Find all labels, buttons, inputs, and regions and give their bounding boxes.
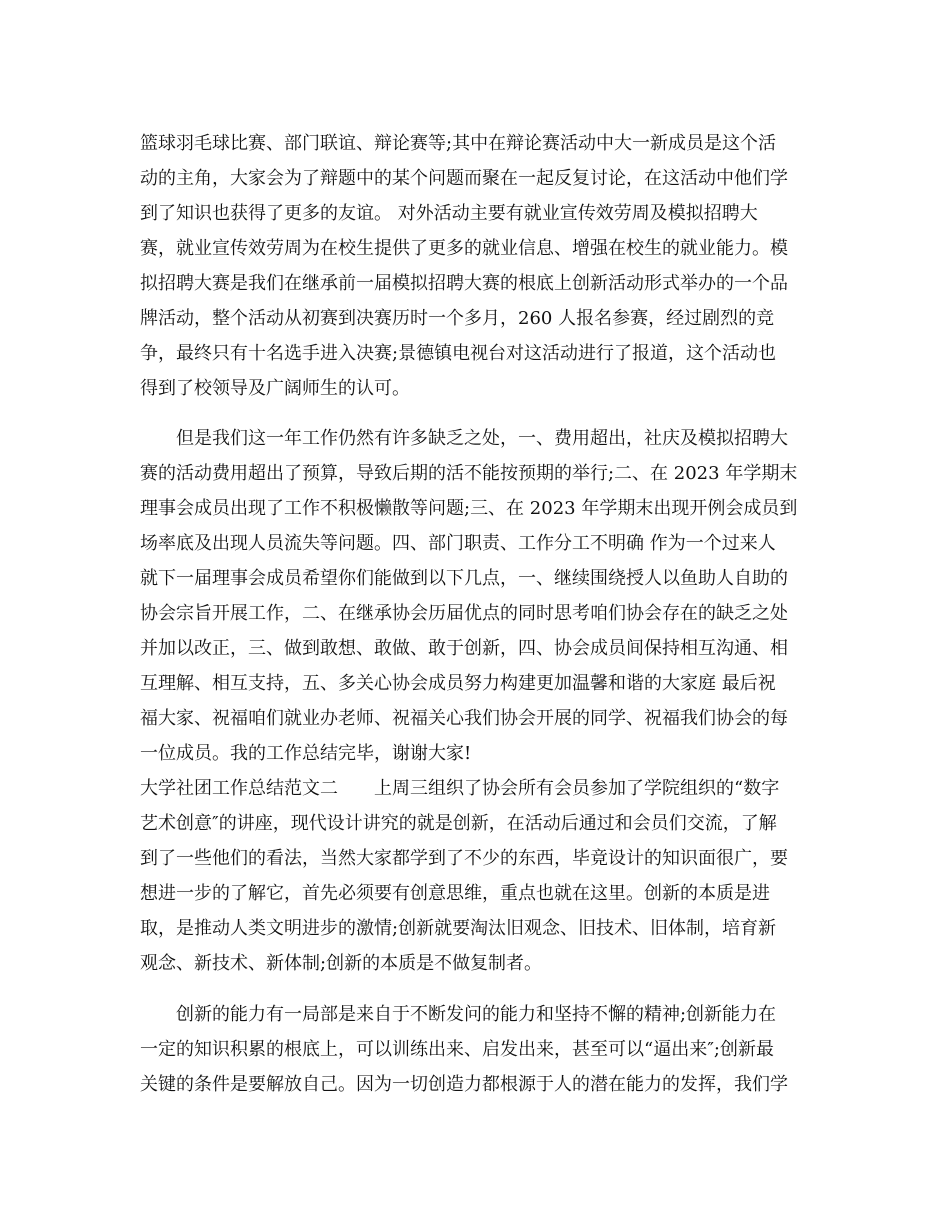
text-line: 关键的条件是要解放自己。因为一切创造力都根源于人的潜在能力的发挥，我们学 — [140, 1074, 788, 1095]
text-line: 互理解、相互支持，五、多关心协会成员努力构建更加温馨和谐的大家庭 最后祝 — [140, 673, 776, 694]
text-line: 理事会成员出现了工作不积极懒散等问题;三、在 2023 年学期末出现开例会成员到 — [140, 498, 798, 519]
text-line: 一位成员。我的工作总结完毕，谢谢大家! — [140, 743, 472, 764]
text-line: 牌活动，整个活动从初赛到决赛历时一个多月，260 人报名参赛，经过剧烈的竞 — [140, 308, 775, 329]
text-line: 一定的知识积累的根底上，可以训练出来、启发出来，甚至可以“逼出来″;创新最 — [140, 1039, 774, 1060]
text-line: 到了知识也获得了更多的友谊。 对外活动主要有就业宣传效劳周及模拟招聘大 — [140, 203, 758, 224]
section-title: 大学社团工作总结范文二 — [140, 778, 338, 799]
text-line: 赛的活动费用超出了预算，导致后期的活不能按预期的举行;二、在 2023 年学期末 — [140, 463, 798, 484]
text-line: 想进一步的了解它，首先必须要有创意思维，重点也就在这里。创新的本质是进 — [140, 883, 770, 904]
text-line: 就下一届理事会成员希望你们能做到以下几点，一、继续围绕授人以鱼助人自助的 — [140, 568, 788, 589]
text-line: 篮球羽毛球比赛、部门联谊、辩论赛等;其中在辩论赛活动中大一新成员是这个活 — [140, 133, 777, 154]
text-line: 赛，就业宣传效劳周为在校生提供了更多的就业信息、增强在校生的就业能力。模 — [140, 238, 788, 259]
text-line: 创新的能力有一局部是来自于不断发问的能力和坚持不懈的精神;创新能力在 — [140, 1004, 777, 1025]
text-line: 取，是推动人类文明进步的激情;创新就要淘汰旧观念、旧技术、旧体制，培育新 — [140, 918, 777, 939]
text-line: 上周三组织了协会所有会员参加了学院组织的“数字 — [374, 778, 780, 799]
text-line: 福大家、祝福咱们就业办老师、祝福关心我们协会开展的同学、祝福我们协会的每 — [140, 708, 788, 729]
text-line: 艺术创意″的讲座，现代设计讲究的就是创新，在活动后通过和会员们交流，了解 — [140, 813, 777, 834]
text-line: 得到了校领导及广阔师生的认可。 — [140, 378, 410, 399]
text-line: 到了一些他们的看法，当然大家都学到了不少的东西，毕竟设计的知识面很广，要 — [140, 848, 788, 869]
text-line: 观念、新技术、新体制;创新的本质是不做复制者。 — [140, 953, 543, 974]
text-line: 动的主角，大家会为了辩题中的某个问题而聚在一起反复讨论，在这活动中他们学 — [140, 168, 788, 189]
text-line: 拟招聘大赛是我们在继承前一届模拟招聘大赛的根底上创新活动形式举办的一个品 — [140, 273, 788, 294]
text-line: 但是我们这一年工作仍然有许多缺乏之处，一、费用超出，社庆及模拟招聘大 — [140, 428, 788, 449]
text-line: 并加以改正，三、做到敢想、敢做、敢于创新，四、协会成员间保持相互沟通、相 — [140, 638, 788, 659]
text-line: 争，最终只有十名选手进入决赛;景德镇电视台对这活动进行了报道，这个活动也 — [140, 343, 777, 364]
text-line: 场率底及出现人员流失等问题。四、部门职责、工作分工不明确 作为一个过来人 — [140, 533, 776, 554]
section-first-line — [140, 777, 779, 801]
text-line: 协会宗旨开展工作，二、在继承协会历届优点的同时思考咱们协会存在的缺乏之处 — [140, 603, 788, 624]
